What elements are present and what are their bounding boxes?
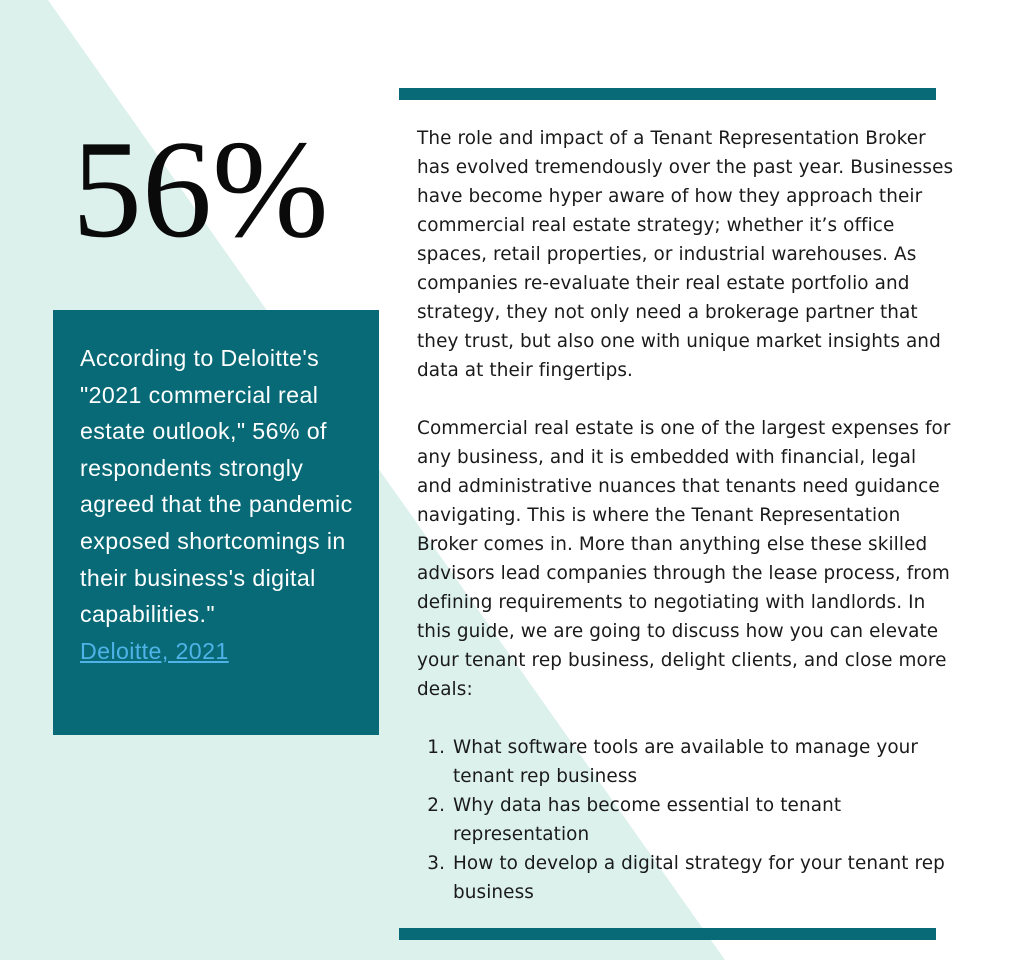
quote-callout xyxy=(53,310,379,735)
intro-paragraph: The role and impact of a Tenant Representation Broker has evolved tremendously over the past year. Businesses have become hyper aware of how they approach their commercial real estate strategy; whether it’s office spaces, retail properties, or industrial warehouses. As companies re-evaluate their real estate portfolio and strategy, they not only need a brokerage partner that they trust, but also one with unique market insights and data at their fingertips. xyxy=(417,128,954,381)
top-divider xyxy=(399,88,936,100)
headline-statistic: 56% xyxy=(72,112,329,267)
list-item: 1. What software tools are available to manage your tenant rep business xyxy=(451,733,957,791)
source-link[interactable]: Deloitte, 2021 xyxy=(80,637,229,664)
list-item: 3. How to develop a digital strategy for your tenant rep business xyxy=(451,849,957,907)
list-item: 2. Why data has become essential to tenant representation xyxy=(451,791,957,849)
body-paragraph: Commercial real estate is one of the largest expenses for any business, and it is embedded with financial, legal and administrative nuances that tenants need guidance navigating. This is where the Tenant Representation Broker comes in. More than anything else these skilled advisors lead companies through the lease process, from defining requirements to negotiating with landlords. In this guide, we are going to discuss how you can elevate your tenant rep business, delight clients, and close more deals: xyxy=(417,418,951,700)
guide-topics-list xyxy=(417,733,957,907)
article-body xyxy=(417,124,957,907)
quote-text: According to Deloitte's "2021 commercial real estate outlook," 56% of respondents strongly agreed that the pandemic exposed shortcomings in their business's digital capabilities." xyxy=(80,345,353,628)
bottom-divider xyxy=(399,928,936,940)
